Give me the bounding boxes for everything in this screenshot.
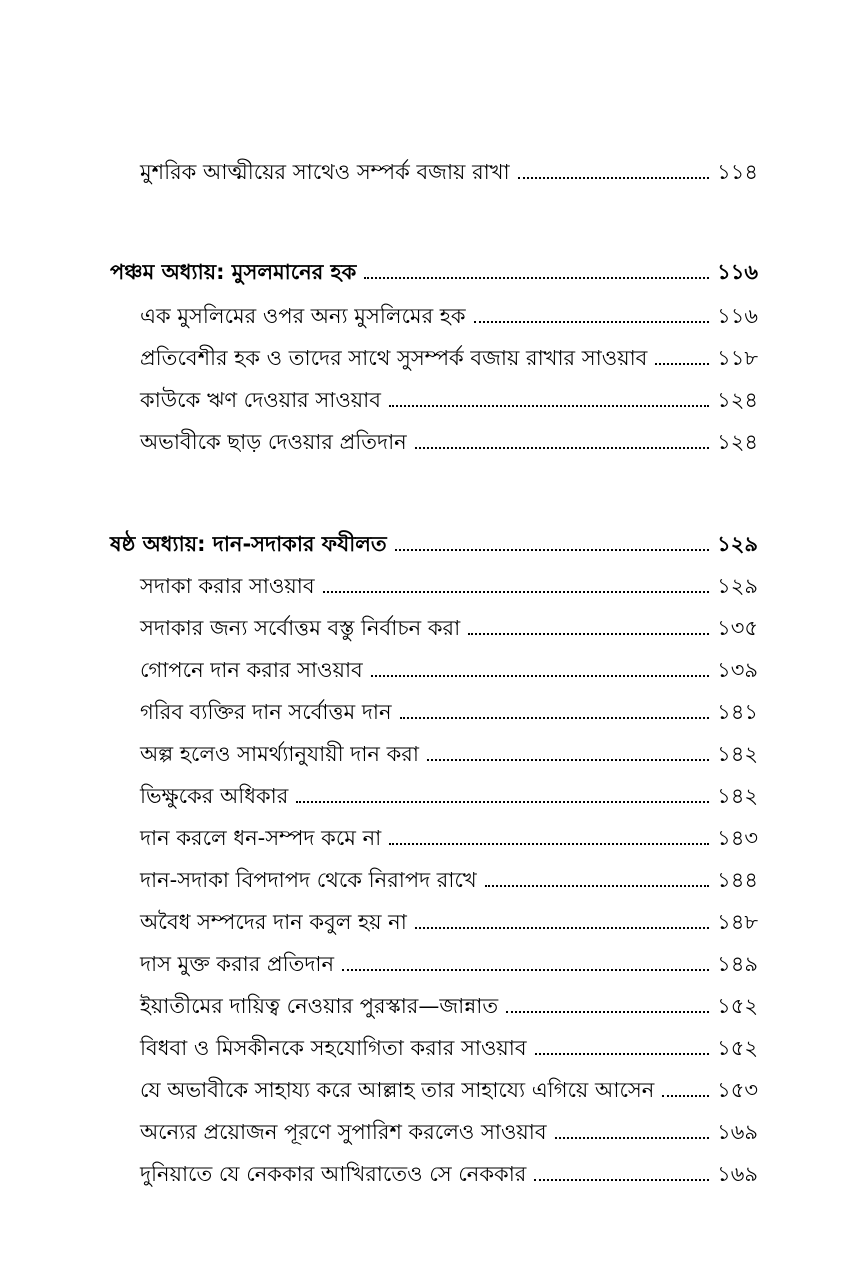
toc-entry-page: ১৬৯ <box>717 1162 758 1186</box>
toc-entry <box>140 1031 758 1065</box>
toc-entry-title: অন্যের প্রয়োজন পূরণে সুপারিশ করলেও সাওয়াব <box>140 1120 547 1144</box>
toc-entry-page: ১৫২ <box>717 1036 758 1060</box>
dot-leader <box>395 549 709 551</box>
toc-entry-page: ১৪২ <box>717 742 758 766</box>
toc-entry-title: এক মুসলিমের ওপর অন্য মুসলিমের হক <box>140 304 466 328</box>
toc-entry-page: ১৫২ <box>717 994 758 1018</box>
dot-leader <box>518 177 709 179</box>
dot-leader <box>400 717 710 719</box>
toc-entry-page: ১১৮ <box>717 346 758 370</box>
toc-entry <box>140 611 758 645</box>
toc-entry-page: ১১৬ <box>717 304 758 328</box>
dot-leader <box>555 1137 710 1139</box>
toc-chapter-page: ১২৯ <box>717 532 758 556</box>
dot-leader <box>342 969 709 971</box>
dot-leader <box>535 1053 709 1055</box>
toc-entry-title: ভিক্ষুকের অধিকার <box>140 784 289 808</box>
toc-entry-page: ১৬৯ <box>717 1120 758 1144</box>
toc-entry-title: সদাকার জন্য সর্বোত্তম বস্তু নির্বাচন করা <box>140 616 461 640</box>
toc-entry-page: ১৪৯ <box>717 952 758 976</box>
toc-entry <box>140 299 758 333</box>
toc-entry-title: গরিব ব্যক্তির দান সর্বোত্তম দান <box>140 700 392 724</box>
toc-entry <box>140 653 758 687</box>
dot-leader <box>506 1011 709 1013</box>
toc-entry-title: কাউকে ঋণ দেওয়ার সাওয়াব <box>140 388 381 412</box>
toc-entry-title: অবৈধ সম্পদের দান কবুল হয় না <box>140 910 407 934</box>
dot-leader <box>662 1095 709 1097</box>
toc-chapter-heading <box>110 255 758 289</box>
toc-entry <box>140 695 758 729</box>
toc-entry <box>140 821 758 855</box>
toc-entry-page: ১২৯ <box>717 574 758 598</box>
toc-chapter-title: পঞ্চম অধ্যায়: মুসলমানের হক <box>110 260 357 284</box>
toc-entry <box>140 737 758 771</box>
dot-leader <box>655 363 709 365</box>
dot-leader <box>389 843 709 845</box>
toc-entry-title: দান করলে ধন-সম্পদ কমে না <box>140 826 382 850</box>
toc-entry <box>140 341 758 375</box>
toc-entry-page: ১৩৫ <box>717 616 758 640</box>
toc-entry <box>140 989 758 1023</box>
toc-entry-page: ১৪১ <box>717 700 758 724</box>
toc-entry-title: প্রতিবেশীর হক ও তাদের সাথে সুসম্পর্ক বজায় রাখার সাওয়াব <box>140 346 648 370</box>
toc-entry <box>140 947 758 981</box>
toc-entry-page: ১৫৩ <box>717 1078 758 1102</box>
toc-entry-title: অল্প হলেও সামর্থ্যানুযায়ী দান করা <box>140 742 419 766</box>
toc-entry <box>140 1115 758 1149</box>
dot-leader <box>474 321 710 323</box>
toc-entry-title: সদাকা করার সাওয়াব <box>140 574 315 598</box>
toc-entry <box>140 155 758 189</box>
dot-leader <box>371 675 709 677</box>
toc-entry-title: গোপনে দান করার সাওয়াব <box>140 658 363 682</box>
toc-chapter-page: ১১৬ <box>717 260 758 284</box>
toc-entry-title: বিধবা ও মিসকীনকে সহযোগিতা করার সাওয়াব <box>140 1036 527 1060</box>
toc-entry-title: দাস মুক্ত করার প্রতিদান <box>140 952 335 976</box>
toc-chapter-title: ষষ্ঠ অধ্যায়: দান-সদাকার ফযীলত <box>110 532 387 556</box>
toc-entry-title: অভাবীকে ছাড় দেওয়ার প্রতিদান <box>140 430 407 454</box>
toc-entry <box>140 863 758 897</box>
toc-entry-title: মুশরিক আত্মীয়ের সাথেও সম্পর্ক বজায় রাখা <box>140 160 510 184</box>
dot-leader <box>364 277 709 279</box>
toc-entry <box>140 383 758 417</box>
toc-entry-page: ১৪২ <box>717 784 758 808</box>
dot-leader <box>427 759 709 761</box>
toc-chapter-heading <box>110 527 758 561</box>
toc-entry <box>140 425 758 459</box>
dot-leader <box>485 885 709 887</box>
dot-leader <box>389 405 709 407</box>
toc-entry-page: ১৪৩ <box>717 826 758 850</box>
toc-entry-title: দান-সদাকা বিপদাপদ থেকে নিরাপদ রাখে <box>140 868 477 892</box>
toc-entry-page: ১১৪ <box>717 160 758 184</box>
toc-entry <box>140 905 758 939</box>
dot-leader <box>296 801 709 803</box>
toc-entry-page: ১৪৮ <box>717 910 758 934</box>
toc-entry-page: ১২৪ <box>717 388 758 412</box>
toc-entry <box>140 1073 758 1107</box>
dot-leader <box>323 591 709 593</box>
toc-entry-title: ইয়াতীমের দায়িত্ব নেওয়ার পুরস্কার—জান্নাত <box>140 994 499 1018</box>
toc-entry-page: ১৩৯ <box>717 658 758 682</box>
toc-entry <box>140 779 758 813</box>
toc-entry-page: ১৪৪ <box>717 868 758 892</box>
toc-entry <box>140 1157 758 1191</box>
dot-leader <box>415 447 709 449</box>
toc-entry-title: যে অভাবীকে সাহায্য করে আল্লাহ তার সাহায্যে এগিয়ে আসেন <box>140 1078 655 1102</box>
dot-leader <box>534 1179 709 1181</box>
toc-entry-title: দুনিয়াতে যে নেককার আখিরাতেও সে নেককার <box>140 1162 527 1186</box>
toc-entry-page: ১২৪ <box>717 430 758 454</box>
dot-leader <box>468 633 709 635</box>
dot-leader <box>415 927 709 929</box>
toc-entry <box>140 569 758 603</box>
